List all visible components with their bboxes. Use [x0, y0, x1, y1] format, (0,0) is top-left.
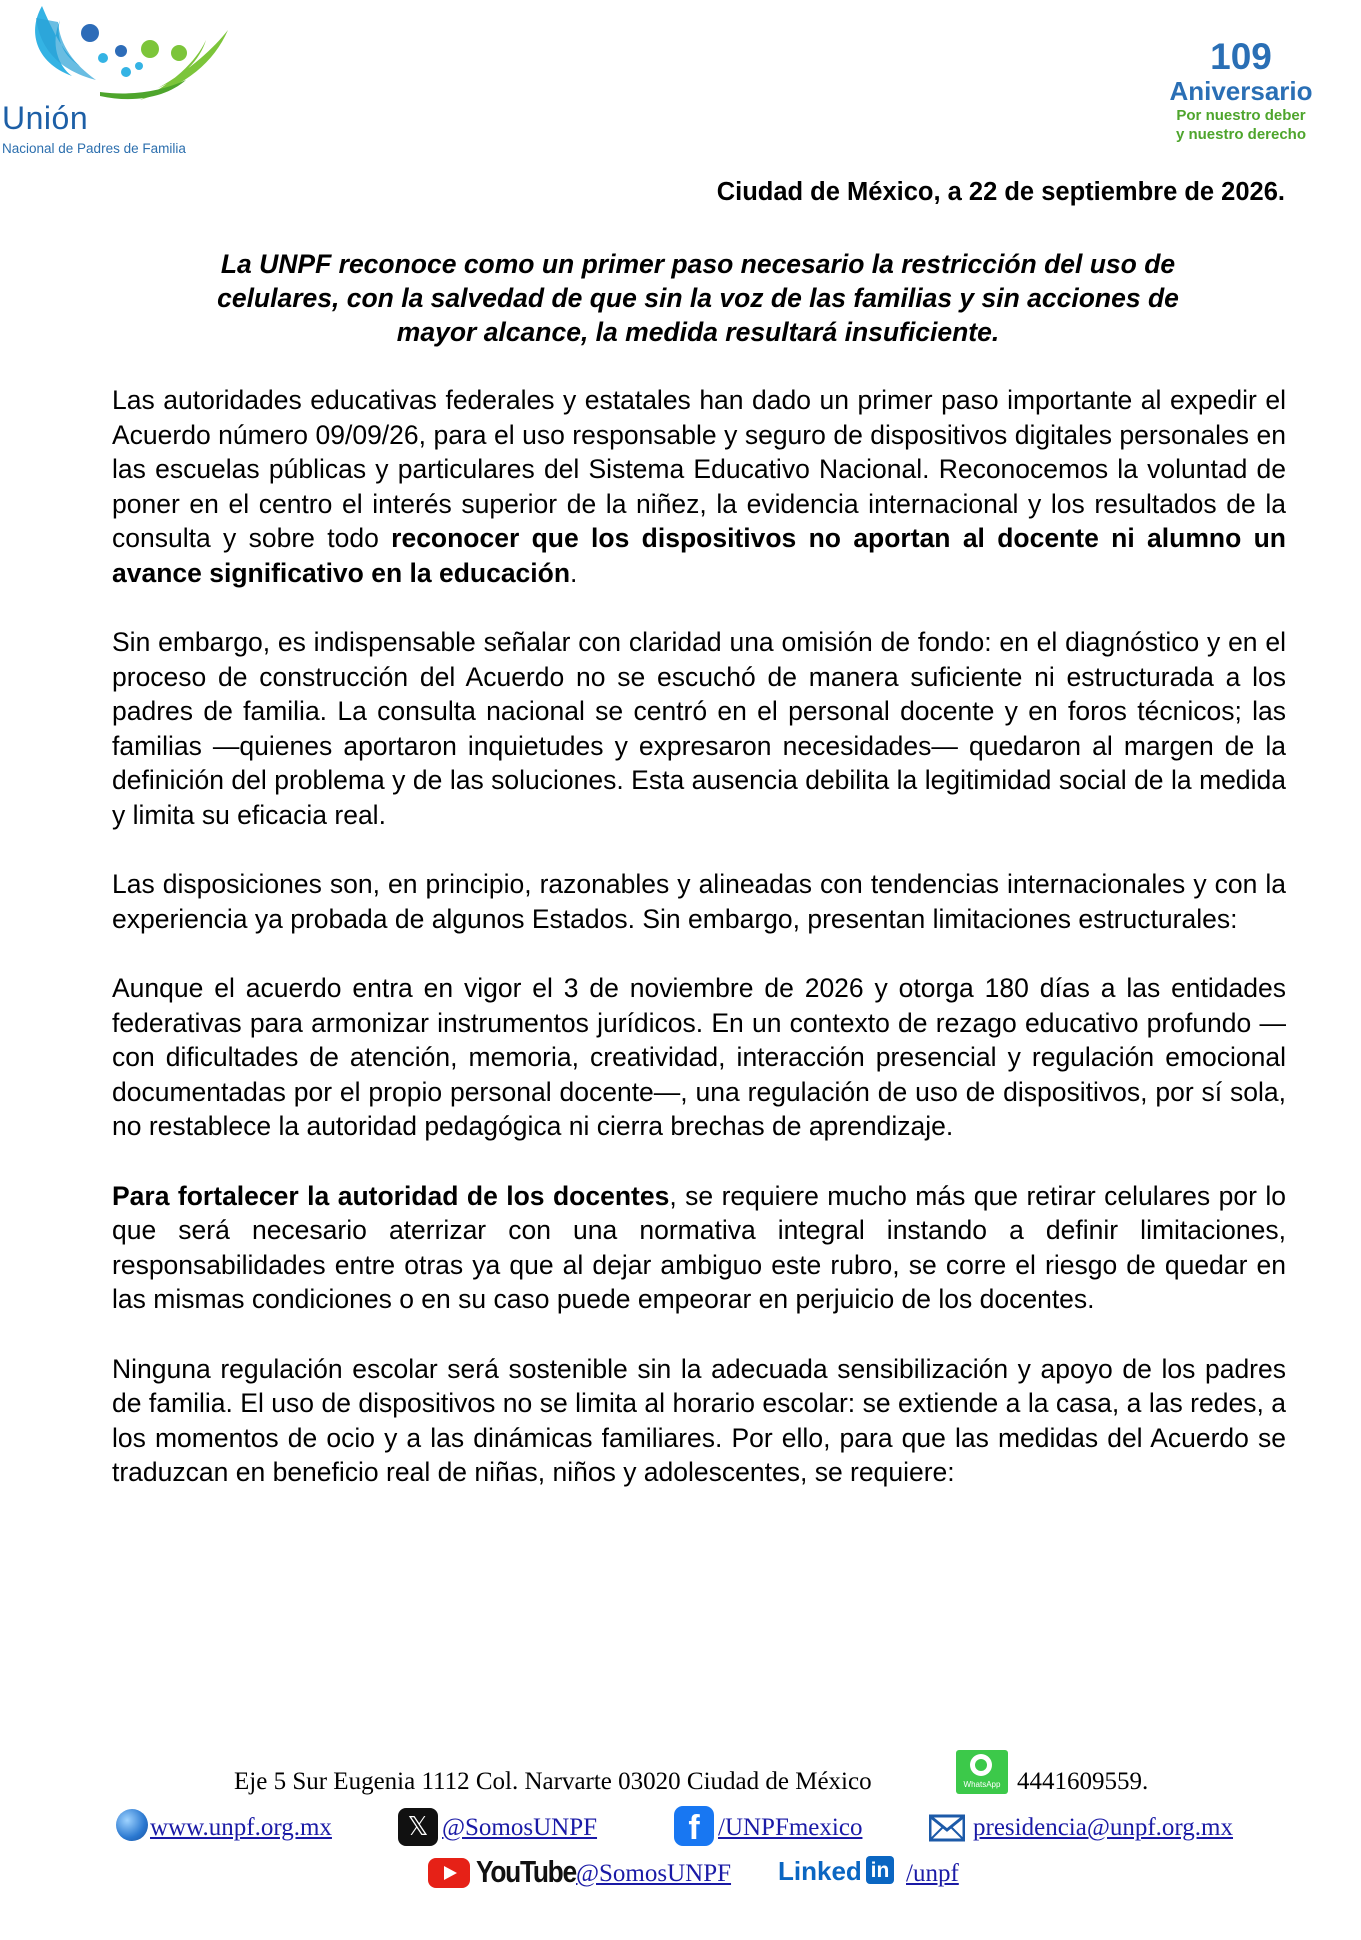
headline-line2: celulares, con la salvedad de que sin la voz de las familias y sin acciones de	[217, 283, 1179, 313]
paragraph-4: Aunque el acuerdo entra en vigor el 3 de noviembre de 2026 y otorga 180 días a las entidades federativas para armonizar instrumentos jurídicos. En un contexto de rezago educativo profundo —con dificultades de atención, memoria, creatividad, interacción presencial y regulación emocional documentadas por el propio personal docente—, una regulación de uso de dispositivos, por sí sola, no restablece la autoridad pedagógica ni cierra brechas de aprendizaje.	[112, 973, 1286, 1141]
paragraph-6: Ninguna regulación escolar será sostenible sin la adecuada sensibilización y apoyo de los padres de familia. El uso de dispositivos no se limita al horario escolar: se extiende a la casa, a las redes, a los momentos de ocio y a las dinámicas familiares. Por ello, para que las medidas del Acuerdo se traduzcan en beneficio real de niñas, niños y adolescentes, se requiere:	[112, 1353, 1286, 1487]
paragraph-1	[112, 383, 1286, 590]
whatsapp-label: WhatsApp	[963, 1780, 1001, 1789]
tagline-line2: y nuestro derecho	[1175, 126, 1307, 143]
anniversary-badge	[1146, 38, 1336, 144]
linkedin-link[interactable]: /unpf	[906, 1860, 959, 1887]
whatsapp-bubble	[970, 1754, 992, 1776]
anniversary-number: 109	[1210, 36, 1272, 77]
paragraph-1-bold: reconocer que los dispositivos no aportan al docente ni alumno un avance significativo en la educación	[112, 523, 1286, 588]
youtube-link[interactable]: @SomosUNPF	[576, 1860, 732, 1887]
linkedin-wordmark: Linked	[778, 1856, 862, 1886]
youtube-wordmark: YouTube	[476, 1854, 576, 1889]
footer-phone: 4441609559.	[1017, 1768, 1149, 1795]
document-body	[112, 383, 1286, 1490]
linkedin-icon[interactable]: in	[866, 1856, 894, 1884]
paragraph-1-end: .	[570, 557, 578, 588]
footer-address: Eje 5 Sur Eugenia 1112 Col. Narvarte 03020 Ciudad de México	[234, 1768, 872, 1795]
email-link[interactable]: presidencia@unpf.org.mx	[973, 1814, 1233, 1841]
tagline-line1: Por nuestro deber	[1176, 107, 1306, 124]
headline-line1: La UNPF reconoce como un primer paso necesario la restricción del uso de	[220, 249, 1176, 279]
paragraph-5-text: , se requiere mucho más que retirar celulares por lo que será necesario aterrizar con una normativa integral instando a definir limitaciones, responsabilidades entre otras ya que al dejar ambiguo este rubro, se corre el riesgo de quedar en las mismas condiciones o en su caso puede empeorar en perjuicio de los docentes.	[112, 1180, 1286, 1314]
facebook-icon[interactable]: f	[674, 1806, 714, 1846]
unpf-logo-graphic	[0, 0, 230, 110]
youtube-icon[interactable]	[428, 1858, 470, 1888]
mail-icon	[929, 1812, 965, 1842]
org-subtitle: Nacional de Padres de Familia	[2, 141, 186, 156]
headline	[112, 247, 1284, 349]
headline-line3: mayor alcance, la medida resultará insuficiente.	[396, 317, 1000, 347]
paragraph-2: Sin embargo, es indispensable señalar con claridad una omisión de fondo: en el diagnóstico y en el proceso de construcción del Acuerdo no se escuchó de manera suficiente ni estructurada a los padres de familia. La consulta nacional se centró en el personal docente y en foros técnicos; las familias —quienes aportaron inquietudes y expresaron necesidades— quedaron al margen de la definición del problema y de las soluciones. Esta ausencia debilita la legitimidad social de la medida y limita su eficacia real.	[112, 627, 1286, 830]
date-line: Ciudad de México, a 22 de septiembre de 2026.	[716, 178, 1285, 206]
paragraph-5-bold: Para fortalecer la autoridad de los docentes	[112, 1180, 670, 1211]
facebook-link[interactable]: /UNPFmexico	[718, 1814, 863, 1841]
anniversary-word: Aniversario	[1169, 76, 1313, 106]
globe-icon	[116, 1809, 148, 1841]
x-handle-link[interactable]: @SomosUNPF	[442, 1814, 598, 1841]
paragraph-3: Las disposiciones son, en principio, razonables y alineadas con tendencias internacionales y con la experiencia ya probada de algunos Estados. Sin embargo, presentan limitaciones estructurales:	[112, 869, 1286, 934]
unpf-logo	[0, 0, 230, 165]
org-name: Unión	[2, 100, 89, 136]
paragraph-1-text: Las autoridades educativas federales y estatales han dado un primer paso importante al expedir el Acuerdo número 09/09/26, para el uso responsable y seguro de dispositivos digitales personales en las escuelas públicas y particulares del Sistema Educativo Nacional. Reconocemos la voluntad de poner en el centro el interés superior de la niñez, la evidencia internacional y los resultados de la consulta y sobre todo	[112, 385, 1286, 553]
x-icon[interactable]: 𝕏	[398, 1808, 438, 1846]
website-link[interactable]: www.unpf.org.mx	[150, 1814, 332, 1841]
paragraph-5	[112, 1179, 1286, 1317]
whatsapp-icon[interactable]	[956, 1750, 1008, 1794]
